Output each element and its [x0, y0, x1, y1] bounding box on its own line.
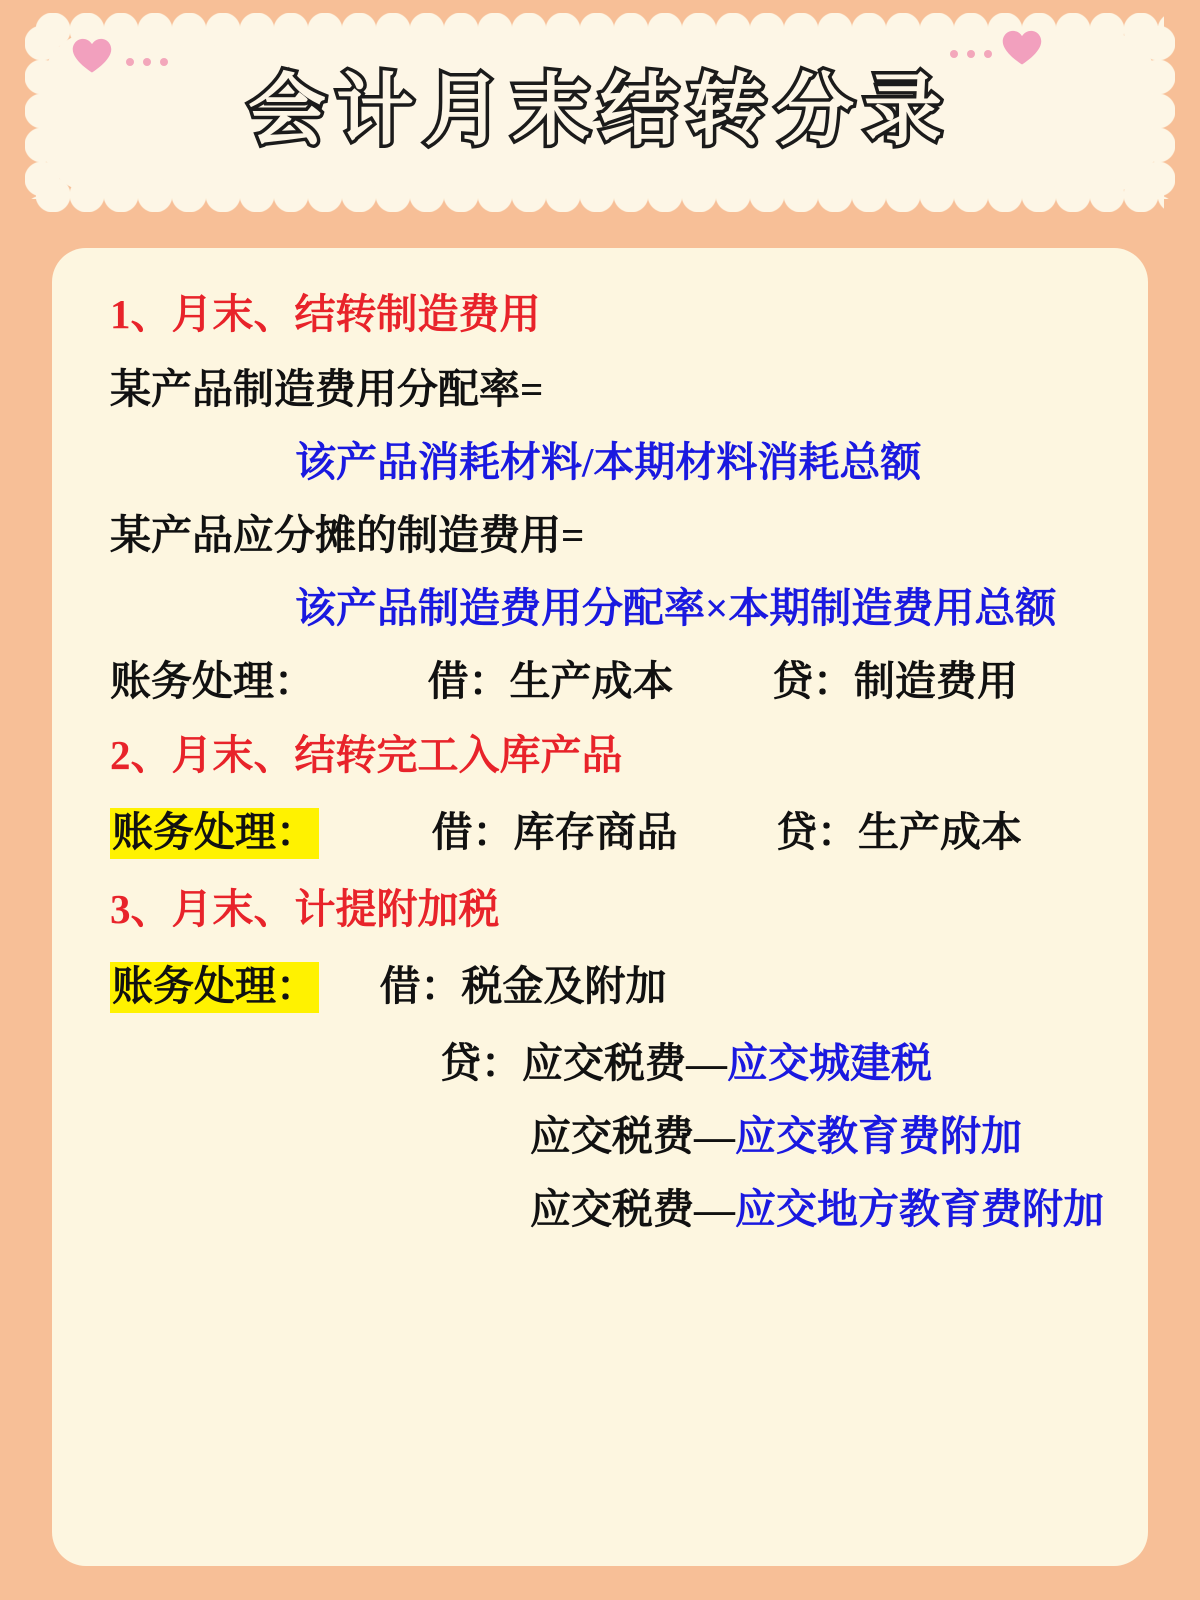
- entry-credit-line-3: [110, 1187, 1110, 1232]
- page-title: 会计月末结转分录: [247, 66, 952, 156]
- credit-prefix: 应交税费—: [530, 1186, 735, 1233]
- journal-entry-3: [110, 962, 1110, 1013]
- entry-label: 账务处理：: [110, 962, 319, 1013]
- formula-label-2: 某产品应分摊的制造费用=: [110, 512, 585, 559]
- section-heading-1: 1、月末、结转制造费用: [110, 291, 541, 337]
- formula-label-1: 某产品制造费用分配率=: [110, 366, 544, 413]
- content-card: [52, 248, 1148, 1566]
- entry-credit-line-1: [110, 1041, 1110, 1086]
- formula-value-1: 该产品消耗材料/本期材料消耗总额: [295, 439, 922, 486]
- content-body: [110, 292, 1110, 1260]
- journal-entry-1: [110, 659, 1110, 704]
- entry-credit-line-2: [110, 1114, 1110, 1159]
- entry-debit: 借：库存商品: [431, 808, 678, 855]
- entry-label: 账务处理：: [110, 808, 319, 859]
- entry-credit: 贷：生产成本: [776, 808, 1022, 855]
- entry-credit: 贷：制造费用: [772, 658, 1018, 705]
- credit-prefix: 应交税费—: [530, 1113, 735, 1160]
- credit-account: 应交教育费附加: [735, 1113, 1022, 1160]
- formula-value-2: 该产品制造费用分配率×本期制造费用总额: [295, 585, 1057, 632]
- entry-debit: 借：税金及附加: [379, 962, 667, 1009]
- credit-prefix: 贷：应交税费—: [440, 1039, 727, 1086]
- journal-entry-2: [110, 808, 1110, 859]
- credit-account: 应交地方教育费附加: [735, 1186, 1104, 1233]
- entry-label: 账务处理：: [110, 658, 315, 705]
- credit-account: 应交城建税: [727, 1039, 932, 1086]
- section-heading-3: 3、月末、计提附加税: [110, 885, 500, 932]
- section-heading-2: 2、月末、结转完工入库产品: [110, 731, 623, 778]
- entry-debit: 借：生产成本: [427, 658, 674, 705]
